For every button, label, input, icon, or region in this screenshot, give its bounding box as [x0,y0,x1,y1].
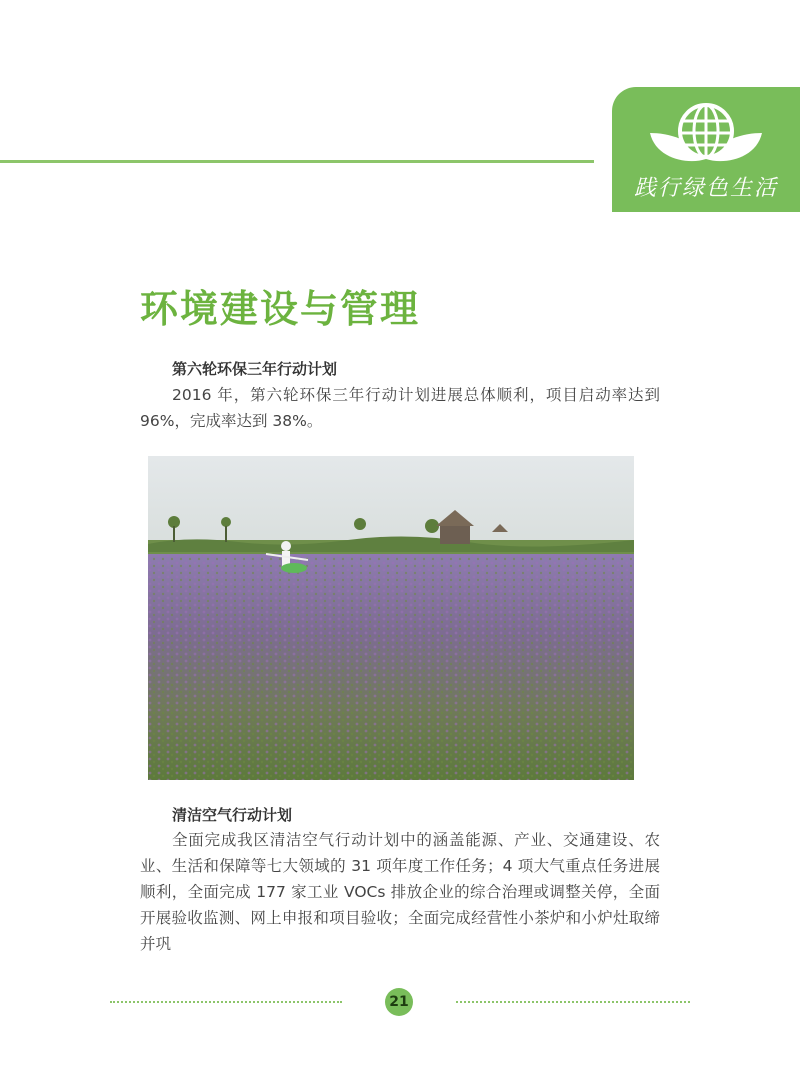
page-number: 21 [385,988,413,1016]
lavender-field-photo [148,456,634,780]
section-body-2: 全面完成我区清洁空气行动计划中的涵盖能源、产业、交通建设、农业、生活和保障等七大领域的 31 项年度工作任务；4 项大气重点任务进展顺利，全面完成 177 家工业 VOCs 排放企业的综合治理或调整关停，全面开展验收监测、网上申报和项目验收；全面完成经营性小茶炉和小炉灶取缔并巩 [140,831,660,953]
page-title: 环境建设与管理 [140,287,421,331]
section-heading-1: 第六轮环保三年行动计划 [172,360,338,378]
footer-rule-left [110,1001,342,1003]
section-badge [612,87,800,212]
globe-leaves-icon [648,99,764,165]
section-heading-2: 清洁空气行动计划 [172,806,293,824]
section-body-1: 2016 年，第六轮环保三年行动计划进展总体顺利，项目启动率达到 96%，完成率达到 38%。 [140,386,660,430]
badge-title: 践行绿色生活 [633,176,778,201]
header-rule [0,160,594,163]
footer-rule-right [456,1001,690,1003]
